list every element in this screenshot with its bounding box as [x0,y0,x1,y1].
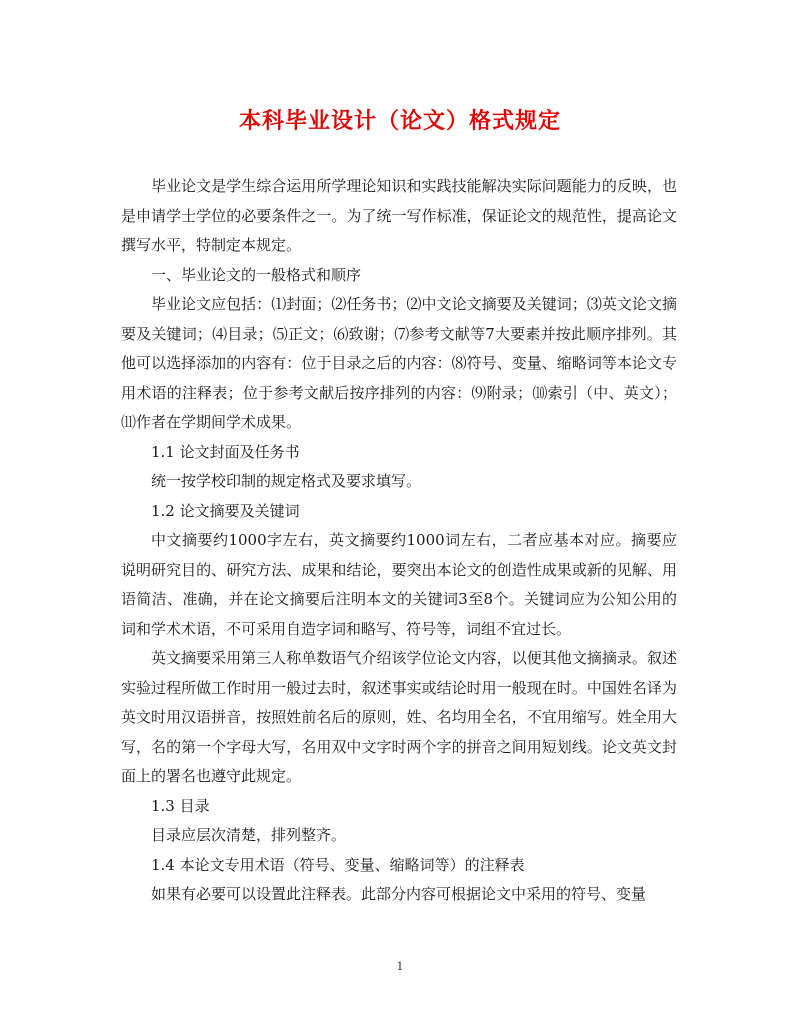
paragraph: 毕业论文应包括：⑴封面；⑵任务书；⑵中文论文摘要及关键词；⑶英文论文摘要及关键词；⑷目录；⑸正文；⑹致谢；⑺参考文献等7大要素并按此顺序排列。其他可以选择添加的内容有：位于目录之后的内容：⑻符号、变量、缩略词等本论文专用术语的注释表；位于参考文献后按序排列的内容：⑼附录；⑽索引（中、英文）；⑾作者在学期间学术成果。 [121,295,677,431]
paragraph: 统一按学校印制的规定格式及要求填写。 [151,472,422,490]
paragraph: 英文摘要采用第三人称单数语气介绍该学位论文内容，以便其他文摘摘录。叙述实验过程所做工作时用一般过去时，叙述事实或结论时用一般现在时。中国姓名译为英文时用汉语拼音，按照姓前名后的原则，姓、名均用全名，不宜用缩写。姓全用大写，名的第一个字母大写，名用双中文字时两个字的拼音之间用短划线。论文英文封面上的署名也遵守此规定。 [121,649,677,785]
subsection-heading: 1.4 本论文专用术语（符号、变量、缩略词等）的注释表 [151,855,525,874]
subsection-heading: 1.3 目录 [151,796,210,815]
intro-paragraph: 毕业论文是学生综合运用所学理论知识和实践技能解决实际问题能力的反映，也是申请学士学位的必要条件之一。为了统一写作标准，保证论文的规范性，提高论文撰写水平，特制定本规定。 [121,177,677,254]
paragraph: 如果有必要可以设置此注释表。此部分内容可根据论文中采用的符号、变量 [151,885,647,903]
section-heading: 一、毕业论文的一般格式和顺序 [151,265,362,284]
paragraph: 中文摘要约1000字左右，英文摘要约1000词左右，二者应基本对应。摘要应说明研究目的、研究方法、成果和结论，要突出本论文的创造性成果或新的见解、用语简洁、准确，并在论文摘要后注明本文的关键词3至8个。关键词应为公知公用的词和学术术语，不可采用自造字词和略写、符号等，词组不宜过长。 [121,531,677,638]
subsection-heading: 1.1 论文封面及任务书 [151,442,300,461]
page-number: 1 [396,960,404,973]
document-body [121,172,677,910]
paragraph: 目录应层次清楚，排列整齐。 [151,826,347,844]
subsection-heading: 1.2 论文摘要及关键词 [151,501,300,520]
document-title: 本科毕业设计（论文）格式规定 [238,108,561,134]
